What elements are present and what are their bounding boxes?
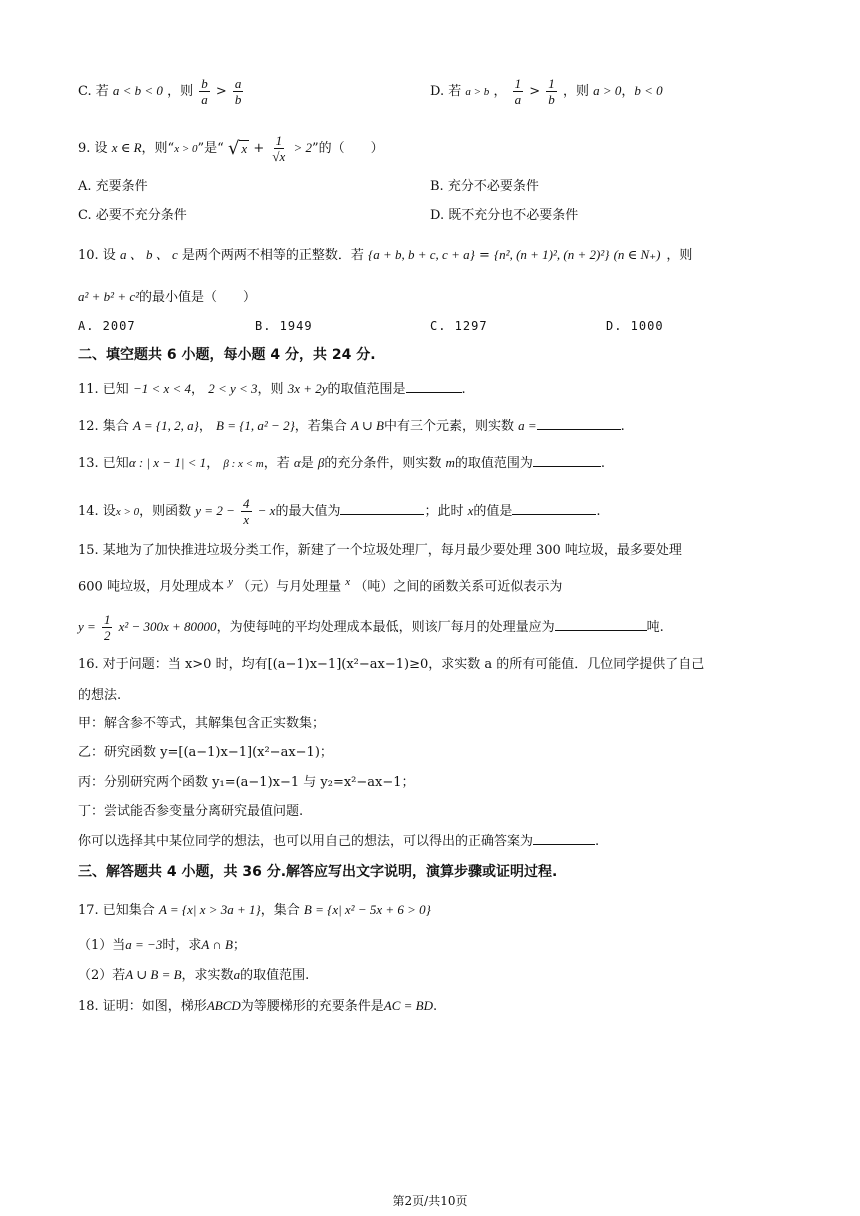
q13-suffix: 的取值范围为: [454, 456, 533, 471]
q13-end: .: [600, 456, 606, 471]
q15-line2-c: （吨）之间的函数关系可近似表示为: [354, 579, 563, 595]
q8-option-c: [78, 76, 245, 107]
q8-d-prefix: D. 若: [430, 84, 462, 99]
q12-set-b: B = {1, a² − 2}: [216, 418, 295, 433]
q12-union: A ∪ B: [350, 418, 384, 433]
q13-m: m: [445, 455, 455, 470]
q9-mid2: ”是“: [197, 141, 224, 156]
q17-set-a: A = {x| x > 3a + 1}: [158, 902, 261, 917]
q13-mid: ，若: [263, 456, 290, 471]
q10-vars: a 、 b 、 c: [119, 247, 178, 262]
q14-prefix: 14. 设: [78, 504, 116, 519]
q8-c-then: ，则: [167, 84, 194, 99]
q12-answer-blank[interactable]: [537, 416, 621, 430]
q17-part2: [78, 965, 309, 986]
q13-mid2: 是: [300, 456, 314, 471]
q18: [78, 996, 437, 1017]
q17-p1-a: （1）当: [78, 938, 126, 953]
q15-line2: [78, 572, 562, 597]
q9-sqrt-x: √ x: [227, 137, 248, 159]
q9-option-c: C. 必要不充分条件: [78, 208, 187, 223]
q8-d-res1: a > 0: [593, 83, 622, 98]
q10-option-b: B. 1949: [255, 319, 313, 333]
q10-expr: a² + b² + c²: [78, 289, 140, 304]
q15-x: x: [345, 576, 351, 588]
q10-eq: =: [478, 248, 490, 263]
q17-part1: [78, 935, 246, 956]
q10-set-left: {a + b, b + c, c + a}: [368, 247, 475, 262]
q15-line3: [78, 612, 664, 643]
q8-c-prefix: C. 若: [78, 84, 109, 99]
q14-answer-blank-2[interactable]: [512, 501, 596, 515]
q8-d-then: ，则: [562, 84, 589, 99]
q18-end: .: [433, 999, 438, 1014]
q13-beta: β : x < m: [223, 458, 264, 470]
q11-prefix: 11. 已知: [78, 382, 129, 397]
q17-mid: ，集合: [260, 903, 300, 918]
q8-c-cond: a < b < 0: [112, 83, 163, 98]
q8-d-cond: a > b: [465, 86, 490, 98]
q10-prefix: 10. 设: [78, 248, 116, 263]
q14-mid: ，则函数: [139, 504, 192, 519]
q15-line3-end: 吨.: [646, 620, 664, 635]
q15-answer-blank[interactable]: [555, 617, 647, 631]
q9-frac: $\frac{1}{√x}$: [272, 133, 286, 164]
q14-end: .: [596, 504, 601, 519]
q16-answer-blank[interactable]: [533, 831, 595, 845]
q13-prefix: 13. 已知: [78, 456, 129, 471]
q14-mid3: ；此时: [424, 504, 464, 519]
q11: [78, 379, 466, 400]
q16-yi: 乙：研究函数 y=[(a−1)x−1](x²−ax−1)；: [78, 745, 333, 760]
q14-tail: − x: [257, 503, 276, 518]
q11-mid: ，则: [257, 382, 284, 397]
q14-cond: x > 0: [115, 506, 140, 518]
q13-a: α: [293, 455, 301, 470]
q8-c-gt: >: [215, 84, 227, 99]
q17-p2-a: （2）若: [78, 968, 126, 983]
q12-a: a =: [518, 418, 537, 433]
q15-line2-b: （元）与月处理量: [237, 579, 342, 595]
q17-p2-cond: A ∪ B = B: [125, 967, 182, 982]
q8-d-res2: b < 0: [634, 83, 663, 98]
q10-option-c: C. 1297: [430, 319, 488, 333]
q10-cond: (n ∈ N₊): [613, 247, 661, 262]
q9-option-d: D. 既不充分也不必要条件: [430, 208, 579, 223]
q15-line3-mid: ，为使每吨的平均处理成本最低，则该厂每月的处理量应为: [216, 620, 555, 635]
q16-line1: 16. 对于问题：当 x>0 时，均有[(a−1)x−1](x²−ax−1)≥0，求实数 a 的所有可能值．几位同学提供了自己: [78, 657, 705, 672]
q11-expr: 3x + 2y: [287, 381, 328, 396]
q8-d-comma: ，: [621, 84, 635, 99]
q17-p2-b: ，求实数: [181, 968, 234, 983]
q18-abcd: ABCD: [206, 998, 241, 1013]
q16-bing: 丙：分别研究两个函数 y₁=(a−1)x−1 与 y₂=x²−ax−1；: [78, 775, 415, 790]
q16-ding: 丁：尝试能否参变量分离研究最值问题.: [78, 804, 304, 819]
q10-line2: [78, 287, 256, 308]
q15-line3-rest: x² − 300x + 80000: [118, 619, 217, 634]
q13: [78, 453, 605, 474]
q18-mid: 为等腰梯形的充要条件是: [240, 999, 384, 1014]
q12-sep: ，: [198, 419, 212, 434]
q14-x: x: [467, 503, 474, 518]
q16-end: .: [595, 834, 600, 849]
q12-mid: ，若集合: [294, 419, 347, 434]
q13-mid3: 的充分条件，则实数: [324, 456, 442, 471]
q15-line1: 15. 某地为了加快推进垃圾分类工作，新建了一个垃圾处理厂，每月最少要处理 300 吨垃圾，最多要处理: [78, 543, 682, 558]
q14-y: y = 2 −: [195, 503, 235, 518]
q15-y: y: [228, 576, 233, 588]
q10-mid: 是两个两两不相等的正整数．若: [181, 248, 364, 263]
q12-end: .: [620, 419, 625, 434]
q12-set-a: A = {1, 2, a}: [132, 418, 199, 433]
q9-gt2: > 2: [293, 140, 312, 155]
q10-set-right: {n², (n + 1)², (n + 2)²}: [493, 247, 610, 262]
q11-c1: −1 < x < 4: [132, 381, 192, 396]
q15-frac: $\frac{1}{2}$: [103, 612, 111, 643]
q16-jia: 甲：解含参不等式，其解集包含正实数集；: [78, 716, 326, 731]
q11-suffix: 的取值范围是: [327, 382, 406, 397]
q9-suffix: ”的（ ）: [311, 141, 384, 156]
q13-b: β: [317, 455, 325, 470]
q17-p2-var: a: [233, 967, 241, 982]
q17-set-b: B = {x| x² − 5x + 6 > 0}: [303, 902, 431, 917]
q15-line2-a: 600 吨垃圾，月处理成本: [78, 579, 224, 595]
q10-then: ，则: [666, 248, 693, 263]
q17-prefix: 17. 已知集合: [78, 903, 155, 918]
section-2-title: 二、填空题共 6 小题，每小题 4 分，共 24 分.: [78, 347, 376, 363]
page-footer: 第2页/共10页: [392, 1194, 468, 1208]
q12-prefix: 12. 集合: [78, 419, 129, 434]
q8-d-gt: >: [529, 84, 541, 99]
q15-line3-y: y =: [78, 619, 96, 634]
q9-mid1: ，则“: [141, 141, 175, 156]
q9-option-a: A. 充要条件: [78, 179, 148, 194]
q17-p1-cond: a = −3: [125, 937, 163, 952]
q17-p1-expr: A ∩ B: [201, 937, 233, 952]
q11-sep: ，: [191, 382, 205, 397]
q9-plus: +: [253, 141, 265, 156]
q14-answer-blank-1[interactable]: [340, 501, 424, 515]
q14-mid4: 的值是: [473, 504, 513, 519]
q9-option-b: B. 充分不必要条件: [430, 179, 539, 194]
q11-c2: 2 < y < 3: [208, 381, 258, 396]
section-3-title: 三、解答题共 4 小题，共 36 分.解答应写出文字说明，演算步骤或证明过程.: [78, 864, 558, 880]
q17-p1-b: 时，求: [162, 938, 202, 953]
q10-rest: 的最小值是（ ）: [139, 290, 257, 305]
q12-mid2: 中有三个元素，则实数: [383, 419, 514, 434]
q16-last-text: 你可以选择其中某位同学的想法，也可以用自己的想法，可以得出的正确答案为: [78, 834, 534, 849]
q17-p1-end: ；: [232, 938, 246, 953]
q8-c-frac2: $\frac{a}{b}$: [234, 76, 242, 107]
q17-stem: [78, 900, 431, 921]
q10-option-a: A. 2007: [78, 319, 136, 333]
q10-stem: [78, 245, 692, 266]
q16-last: [78, 831, 599, 852]
q13-alpha: α : | x − 1| < 1: [128, 455, 207, 470]
q12: [78, 416, 625, 437]
q10-option-d: D. 1000: [606, 319, 664, 333]
q8-d-frac2: $\frac{1}{b}$: [548, 76, 555, 107]
q9-p: x > 0: [174, 143, 198, 155]
q9-stem: [78, 133, 384, 164]
q16-line2: 的想法.: [78, 688, 122, 703]
q8-c-frac1: $\frac{b}{a}$: [201, 76, 208, 107]
q14-mid2: 的最大值为: [275, 504, 341, 519]
q9-prefix: 9. 设: [78, 141, 108, 156]
q18-eq: AC = BD: [383, 998, 433, 1013]
q13-sep: ，: [206, 456, 220, 471]
q8-d-frac1: $\frac{1}{a}$: [514, 76, 522, 107]
q14: [78, 496, 601, 527]
q9-cond: x ∈ R: [111, 140, 142, 155]
q8-option-d: [430, 76, 663, 107]
q11-end: .: [461, 382, 466, 397]
q14-frac: $\frac{4}{x}$: [243, 496, 250, 527]
q17-p2-end: 的取值范围.: [240, 968, 310, 983]
q18-prefix: 18. 证明：如图，梯形: [78, 999, 207, 1014]
q11-answer-blank[interactable]: [406, 379, 462, 393]
q8-d-sep: ，: [493, 84, 507, 99]
q13-answer-blank[interactable]: [533, 453, 601, 467]
